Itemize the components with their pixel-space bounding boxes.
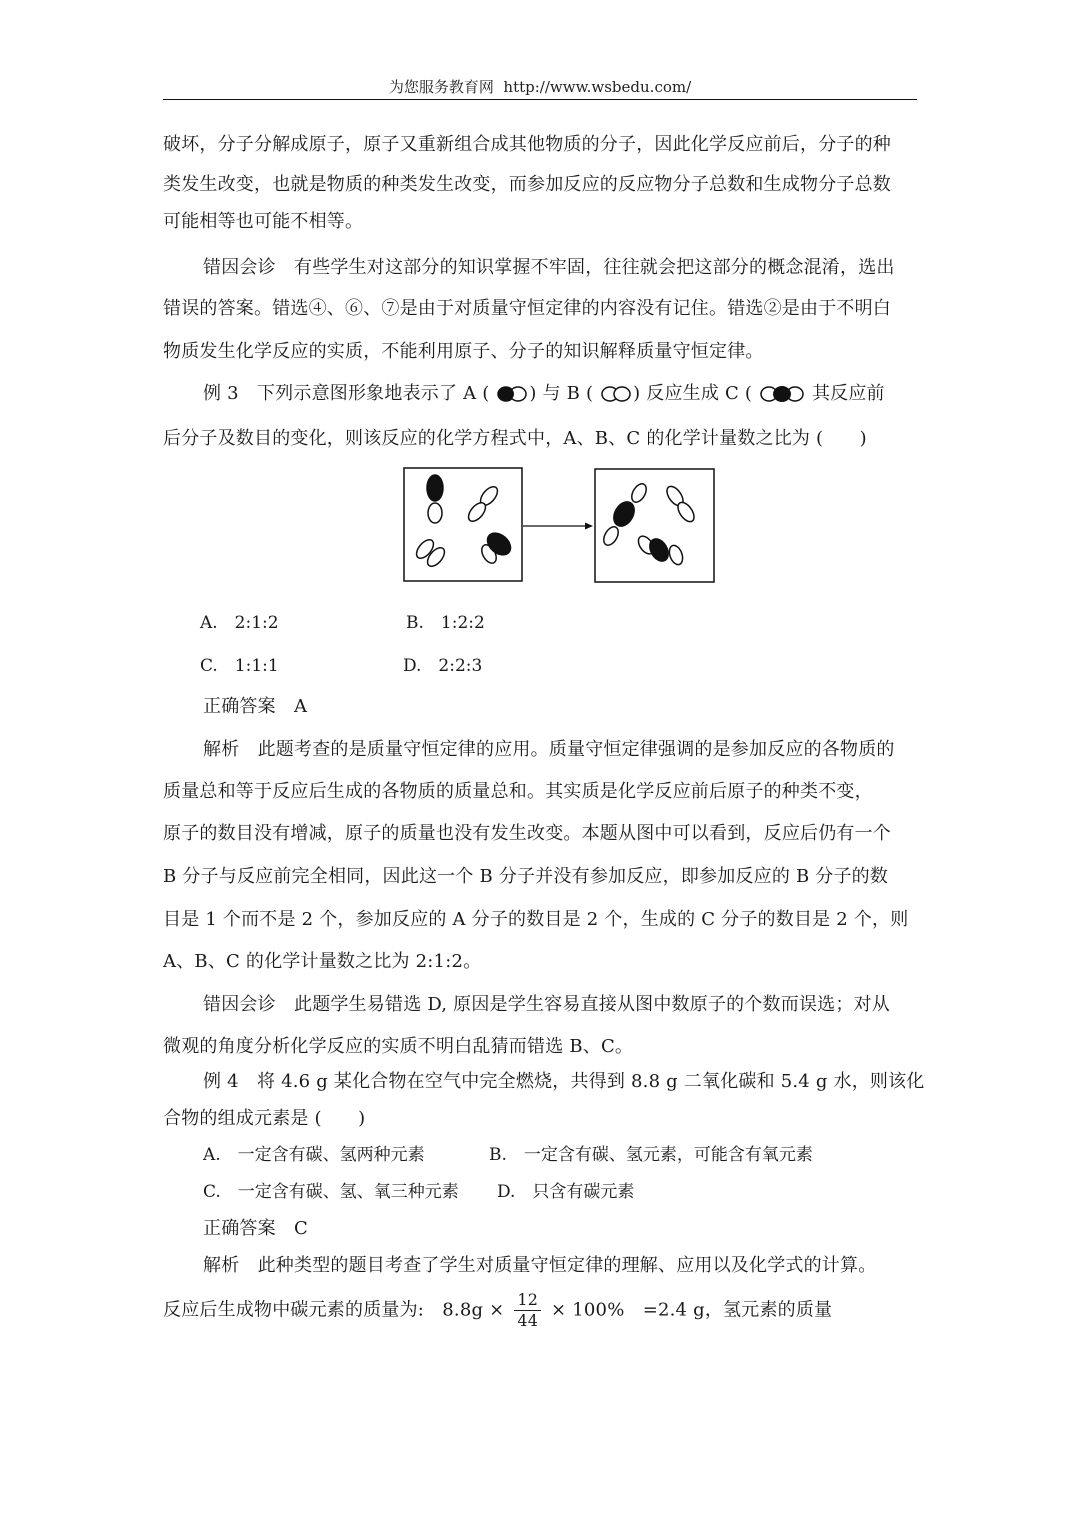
para1-line3: 可能相等也可能不相等。 [163, 211, 364, 232]
header-url[interactable]: http://www.wsbedu.com/ [503, 78, 692, 96]
example4-analysis-line1: 解析 此种类型的题目考查了学生对质量守恒定律的理解、应用以及化学式的计算。 [203, 1255, 877, 1276]
example3-stem-a: 例 3 下列示意图形象地表示了 A ( [203, 383, 490, 404]
example3-stem-line2: 后分子及数目的变化，则该反应的化学方程式中，A、B、C 的化学计量数之比为 ( ) [163, 428, 867, 449]
example3-analysis-line2: 质量总和等于反应后生成的各物质的质量总和。其实质是化学反应前后原子的种类不变， [163, 781, 873, 802]
example4-option-d: D. 只含有碳元素 [497, 1182, 635, 1202]
para2-line1: 错因会诊 有些学生对这部分的知识掌握不牢固，往往就会把这部分的概念混淆，选出 [203, 257, 895, 278]
molecule-c-icon [758, 384, 806, 404]
example3-error-line1: 错因会诊 此题学生易错选 D, 原因是学生容易直接从图中数原子的个数而误选；对从 [203, 994, 890, 1015]
example3-stem-c: ) 反应生成 C ( [633, 383, 753, 404]
example3-option-d: D. 2:2:3 [403, 656, 483, 676]
header-site-name: 为您服务教育网 [388, 78, 494, 96]
example4-calc-line [163, 1290, 832, 1331]
calc-suffix: × 100% =2.4 g，氢元素的质量 [551, 1299, 833, 1321]
header-rule [163, 99, 917, 100]
page-header [163, 76, 917, 97]
para2-line3: 物质发生化学反应的实质，不能利用原子、分子的知识解释质量守恒定律。 [163, 341, 764, 362]
example3-analysis-line3: 原子的数目没有增减，原子的质量也没有发生改变。本题从图中可以看到，反应后仍有一个 [163, 823, 891, 844]
para2-line2: 错误的答案。错选④、⑥、⑦是由于对质量守恒定律的内容没有记住。错选②是由于不明白 [163, 298, 891, 319]
example3-stem-line1 [203, 379, 885, 405]
example3-stem-d: 其反应前 [811, 383, 885, 404]
example3-analysis-line4: B 分子与反应前完全相同，因此这一个 B 分子并没有参加反应，即参加反应的 B 分子的数 [163, 866, 889, 887]
example3-answer: 正确答案 A [203, 696, 308, 717]
example3-option-c: C. 1:1:1 [200, 656, 279, 676]
para1-line1: 破坏，分子分解成原子，原子又重新组合成其他物质的分子，因此化学反应前后，分子的种 [163, 134, 891, 155]
example3-option-b: B. 1:2:2 [406, 613, 485, 633]
example4-option-a: A. 一定含有碳、氢两种元素 [203, 1145, 425, 1165]
before-box [404, 468, 522, 581]
example3-error-line2: 微观的角度分析化学反应的实质不明白乱猜而错选 B、C。 [163, 1036, 634, 1057]
example4-answer: 正确答案 C [203, 1218, 308, 1239]
example3-option-a: A. 2:1:2 [200, 613, 279, 633]
example3-analysis-line6: A、B、C 的化学计量数之比为 2:1:2。 [163, 951, 482, 972]
para1-line2: 类发生改变，也就是物质的种类发生改变，而参加反应的反应物分子总数和生成物分子总数 [163, 174, 891, 195]
example4-option-c: C. 一定含有碳、氢、氧三种元素 [203, 1182, 459, 1202]
example3-analysis-line5: 目是 1 个而不是 2 个，参加反应的 A 分子的数目是 2 个，生成的 C 分子的数目是 2 个，则 [163, 909, 909, 930]
reaction-arrowhead [585, 523, 593, 530]
example4-stem-line1: 例 4 将 4.6 g 某化合物在空气中完全燃烧，共得到 8.8 g 二氧化碳和 5.4 g 水，则该化 [203, 1071, 925, 1092]
molecule-a-icon [495, 384, 529, 404]
after-box [595, 469, 714, 582]
calc-prefix: 反应后生成物中碳元素的质量为: 8.8g × [163, 1299, 505, 1321]
calc-denominator: 44 [517, 1311, 539, 1330]
reaction-diagram [403, 466, 717, 586]
calc-fraction [514, 1290, 541, 1331]
example3-stem-b: ) 与 B ( [529, 383, 594, 404]
example3-analysis-line1: 解析 此题考查的是质量守恒定律的应用。质量守恒定律强调的是参加反应的各物质的 [203, 739, 895, 760]
molecule-b-icon [599, 384, 633, 404]
example4-option-b: B. 一定含有碳、氢元素，可能含有氧元素 [489, 1145, 813, 1165]
example4-stem-line2: 合物的组成元素是 ( ) [163, 1108, 366, 1129]
calc-numerator: 12 [514, 1290, 541, 1311]
